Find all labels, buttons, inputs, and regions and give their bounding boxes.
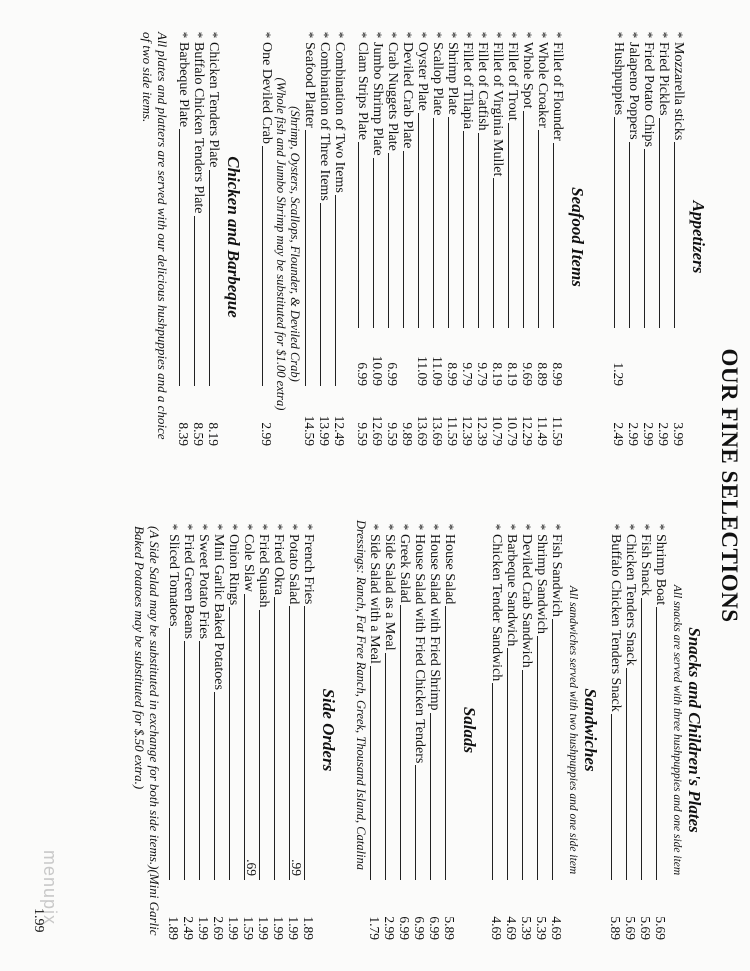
- star-marker: *: [415, 31, 430, 39]
- menu-item: [549, 520, 564, 940]
- star-marker: *: [638, 523, 653, 531]
- price: 2.99: [259, 422, 274, 446]
- menu-item: [445, 28, 460, 446]
- chicken-heading: Chicken and Barbeque: [224, 156, 243, 318]
- menu-item: [641, 28, 656, 446]
- item-name: Cole Slaw: [241, 534, 256, 592]
- item-name: Whole Croaker: [535, 42, 550, 128]
- price: 5.69: [653, 916, 668, 940]
- item-name: Combination of Three Items: [317, 42, 332, 201]
- star-marker: *: [442, 523, 457, 531]
- watermark: menupix: [40, 850, 60, 926]
- price-leader-line: [370, 666, 371, 880]
- item-name: Crab Nuggets Plate: [385, 42, 400, 151]
- item-name: Potato Salad: [286, 534, 301, 605]
- price-leader-line: [478, 133, 479, 328]
- star-marker: *: [256, 523, 271, 531]
- menu-item: [176, 28, 191, 446]
- price: 14.59: [302, 415, 317, 446]
- price-leader-line: [403, 151, 404, 328]
- menu-item: [317, 28, 332, 446]
- star-marker: *: [490, 31, 505, 39]
- star-marker: *: [460, 31, 475, 39]
- price-plate: 2.99: [656, 422, 671, 446]
- price-single: 8.19: [505, 362, 520, 386]
- menu-item: [656, 28, 671, 446]
- item-name: Chicken Tender Sandwich: [489, 534, 504, 682]
- sandwich-list: [489, 520, 564, 940]
- star-marker: *: [519, 523, 534, 531]
- chicken-list: [176, 28, 221, 446]
- item-name: Fried Squash: [256, 534, 271, 608]
- star-marker: *: [656, 31, 671, 39]
- snacks-heading: Snacks and Children's Plates: [685, 627, 704, 833]
- menu-item: [302, 28, 317, 446]
- price-leader-line: [415, 765, 416, 880]
- menu-item: [241, 520, 259, 940]
- price: 1.79: [367, 916, 382, 940]
- price: 6.99: [427, 916, 442, 940]
- stray-price: 1.99: [31, 908, 46, 933]
- appetizers-heading: Appetizers: [689, 200, 708, 274]
- sides-substitution-note: (A Side Salad may be substituted in exchange for both side items.)(Mini Garlic Baked Potatoes may be substituted for $.50 extra.): [132, 526, 162, 936]
- item-name: House Salad with Fried Shrimp: [427, 534, 442, 711]
- item-name: Fillet of Flounder: [550, 42, 565, 141]
- price: 4.69: [549, 916, 564, 940]
- sides-list: [166, 520, 316, 940]
- price-single: 6.99: [355, 362, 370, 386]
- price-single: 11.09: [430, 356, 445, 386]
- dressings-note: Dressings: Ranch, Fat Free Ranch, Greek, Thousand Island, Catalina: [354, 520, 368, 870]
- menu-item: [259, 28, 274, 446]
- menu-item: [397, 520, 412, 940]
- star-marker: *: [641, 31, 656, 39]
- price-plate: 13.69: [430, 415, 445, 446]
- menu-title: OUR FINE SELECTIONS: [717, 348, 742, 623]
- price: 5.39: [534, 916, 549, 940]
- price-leader-line: [179, 129, 180, 386]
- star-marker: *: [211, 523, 226, 531]
- price-leader-line: [448, 117, 449, 328]
- star-marker: *: [259, 31, 274, 39]
- star-marker: *: [397, 523, 412, 531]
- price: 1.99: [286, 916, 301, 940]
- star-marker: *: [196, 523, 211, 531]
- star-marker: *: [370, 31, 385, 39]
- appetizers-list: [611, 28, 686, 446]
- menu-item: [623, 520, 638, 940]
- menu-item: [520, 28, 535, 446]
- menu-item: [442, 520, 457, 940]
- price-plate: 11.49: [535, 416, 550, 446]
- star-marker: *: [191, 31, 206, 39]
- seafood-heading: Seafood Items: [568, 187, 587, 287]
- item-name: Fried Potato Chips: [641, 42, 656, 148]
- menu-item: [519, 520, 534, 940]
- star-marker: *: [427, 523, 442, 531]
- menu-item: [370, 28, 385, 446]
- menu-item: [534, 520, 549, 940]
- price-plate: 10.79: [505, 415, 520, 446]
- price-single: 9.79: [460, 362, 475, 386]
- item-name: Fish Snack: [638, 534, 653, 596]
- price-plate: 10.79: [490, 415, 505, 446]
- star-marker: *: [623, 523, 638, 531]
- price-leader-line: [493, 178, 494, 328]
- item-name: Shrimp Plate: [445, 42, 460, 115]
- price: 2.99: [382, 916, 397, 940]
- price: 5.69: [623, 916, 638, 940]
- snacks-list: [608, 520, 668, 940]
- menu-item: [475, 28, 490, 446]
- item-name: One Deviled Crab: [259, 42, 274, 144]
- price: 4.69: [489, 916, 504, 940]
- price-leader-line: [430, 713, 431, 880]
- item-name: Shrimp Sandwich: [534, 534, 549, 634]
- salad-list: [367, 520, 457, 940]
- price-leader-line: [614, 117, 615, 328]
- platter-note: (Shrimp, Oysters, Scallops, Flounder, & Deviled Crab): [288, 106, 302, 382]
- menu-item: [400, 28, 415, 446]
- star-marker: *: [385, 31, 400, 39]
- price: 6.99: [397, 916, 412, 940]
- price-leader-line: [445, 606, 446, 880]
- snacks-subtitle: All snacks are served with three hushpuppies and one side item: [671, 584, 683, 876]
- item-name: Combination of Two Items: [332, 42, 347, 193]
- menu-item: [550, 28, 565, 446]
- item-name: Buffalo Chicken Tenders Snack: [608, 534, 623, 712]
- menu-item: [653, 520, 668, 940]
- price-plate: 2.49: [611, 422, 626, 446]
- item-name: Sliced Tomatoes: [166, 534, 181, 627]
- sides-heading: Side Orders: [319, 688, 338, 772]
- item-name: Clam Strips Plate: [355, 42, 370, 140]
- price-leader-line: [214, 692, 215, 880]
- price-leader-line: [169, 628, 170, 880]
- price-single: 10.09: [370, 355, 385, 386]
- menu-item: [430, 28, 445, 446]
- left-column: [140, 28, 740, 446]
- menu-item: [505, 28, 520, 446]
- star-marker: *: [367, 523, 382, 531]
- item-name: Barbeque Plate: [176, 42, 191, 128]
- item-name: Oyster Plate: [415, 42, 430, 111]
- price-leader-line: [611, 714, 612, 880]
- price-leader-line: [538, 130, 539, 328]
- star-marker: *: [611, 31, 626, 39]
- star-marker: *: [653, 523, 668, 531]
- star-marker: *: [608, 523, 623, 531]
- item-name: Side Salad as a Meal: [382, 534, 397, 651]
- price-single: 9.69: [520, 362, 535, 386]
- star-marker: *: [430, 31, 445, 39]
- item-name: House Salad with Fried Chicken Tenders: [412, 534, 427, 764]
- item-name: Deviled Crab Plate: [400, 42, 415, 149]
- price-plate: 2.99: [641, 422, 656, 446]
- price-leader-line: [320, 203, 321, 386]
- price-plate: 2.99: [626, 422, 641, 446]
- price-leader-line: [656, 607, 657, 880]
- price-leader-line: [641, 598, 642, 880]
- item-name: Shrimp Boat: [653, 534, 668, 606]
- price-leader-line: [262, 146, 263, 386]
- price-plate: 12.39: [460, 415, 475, 446]
- star-marker: *: [550, 31, 565, 39]
- price-leader-line: [358, 142, 359, 328]
- menu-item: [638, 520, 653, 940]
- price: 5.89: [608, 916, 623, 940]
- price-leader-line: [305, 130, 306, 386]
- price: 1.99: [256, 916, 271, 940]
- price-leader-line: [274, 597, 275, 880]
- item-name: Onion Rings: [226, 534, 241, 606]
- price-leader-line: [659, 118, 660, 329]
- price-leader-line: [244, 594, 259, 880]
- price-leader-line: [199, 641, 200, 880]
- menu-item: [504, 520, 519, 940]
- menu-item: [196, 520, 211, 940]
- small-price: .69: [244, 859, 259, 876]
- substitution-note: (Whole fish and Jumbo Shrimp may be substituted for $1.00 extra): [274, 77, 288, 411]
- price-single: 8.19: [490, 362, 505, 386]
- star-marker: *: [355, 31, 370, 39]
- price-plate: 3.99: [671, 422, 686, 446]
- menu-item: [608, 520, 623, 940]
- star-marker: *: [166, 523, 181, 531]
- star-marker: *: [176, 31, 191, 39]
- item-name: Mini Garlic Baked Potatoes: [211, 534, 226, 690]
- item-name: Greek Salad: [397, 534, 412, 603]
- item-name: Fried Pickles: [656, 42, 671, 116]
- item-name: Chicken Tenders Plate: [206, 42, 221, 168]
- price-single: 9.79: [475, 362, 490, 386]
- menu-item: [626, 28, 641, 446]
- price-plate: 12.69: [370, 415, 385, 446]
- right-column: [132, 520, 706, 940]
- item-name: Hushpuppies: [611, 42, 626, 116]
- price-leader-line: [229, 607, 230, 880]
- price-leader-line: [674, 142, 675, 328]
- price-single: 1.29: [611, 362, 626, 386]
- price-plate: 13.69: [415, 415, 430, 446]
- item-name: Barbeque Sandwich: [504, 534, 519, 647]
- item-name: House Salad: [442, 534, 457, 605]
- menu-item: [490, 28, 505, 446]
- star-marker: *: [535, 31, 550, 39]
- small-price: .99: [289, 859, 304, 876]
- item-name: Scallop Plate: [430, 42, 445, 116]
- price-plate: 9.59: [355, 422, 370, 446]
- item-name: Fillet of Trout: [505, 42, 520, 121]
- price-plate: 11.59: [550, 416, 565, 446]
- star-marker: *: [412, 523, 427, 531]
- item-name: Fried Okra: [271, 534, 286, 596]
- price-plate: 12.39: [475, 415, 490, 446]
- price-leader-line: [644, 149, 645, 328]
- menu-item: [301, 520, 316, 940]
- star-marker: *: [286, 523, 301, 531]
- price-leader-line: [209, 170, 210, 386]
- star-marker: *: [271, 523, 286, 531]
- price-leader-line: [259, 610, 260, 881]
- star-marker: *: [534, 523, 549, 531]
- star-marker: *: [301, 523, 316, 531]
- item-name: Mozzarella sticks: [671, 42, 686, 141]
- item-name: Fillet of Virginia Mullet: [490, 42, 505, 177]
- price-leader-line: [508, 123, 509, 328]
- price-leader-line: [522, 670, 523, 880]
- price-leader-line: [385, 653, 386, 880]
- price-plate: 12.29: [520, 415, 535, 446]
- price-plate: 9.59: [385, 422, 400, 446]
- item-name: Buffalo Chicken Tenders Plate: [191, 42, 206, 214]
- item-name: Fillet of Catfish: [475, 42, 490, 131]
- menu-item: [489, 520, 504, 940]
- menu-item: [355, 28, 370, 446]
- price-leader-line: [433, 118, 434, 329]
- menu-item: [191, 28, 206, 446]
- menu-item: [382, 520, 397, 940]
- star-marker: *: [504, 523, 519, 531]
- star-marker: *: [520, 31, 535, 39]
- star-marker: *: [317, 31, 332, 39]
- one-crab-list: [259, 28, 274, 446]
- price-single: 8.89: [535, 362, 550, 386]
- price-leader-line: [507, 648, 508, 880]
- plates-footer-note: All plates and platters are served with our delicious hushpuppies and a choice of two side items.: [140, 32, 170, 440]
- star-marker: *: [302, 31, 317, 39]
- menu-item: [166, 520, 181, 940]
- price-single: 6.99: [385, 362, 400, 386]
- item-name: Sweet Potato Fries: [196, 534, 211, 639]
- item-name: Seafood Platter: [302, 42, 317, 128]
- menu-item: [256, 520, 271, 940]
- price: 13.99: [317, 415, 332, 446]
- price: 5.89: [442, 916, 457, 940]
- price-leader-line: [552, 619, 553, 880]
- price: 12.49: [332, 415, 347, 446]
- price-leader-line: [553, 143, 554, 328]
- item-name: Jumbo Shrimp Plate: [370, 42, 385, 156]
- price: 1.59: [241, 916, 256, 940]
- star-marker: *: [181, 523, 196, 531]
- menu-item: [206, 28, 221, 446]
- price-single: 8.99: [550, 362, 565, 386]
- price: 1.89: [166, 916, 181, 940]
- price-leader-line: [463, 131, 464, 328]
- star-marker: *: [505, 31, 520, 39]
- sandwiches-heading: Sandwiches: [581, 688, 600, 772]
- star-marker: *: [382, 523, 397, 531]
- item-name: Fillet of Tilapia: [460, 42, 475, 130]
- star-marker: *: [241, 523, 256, 531]
- menu-item: [226, 520, 241, 940]
- menu-item: [181, 520, 196, 940]
- price-leader-line: [335, 195, 336, 386]
- menu-item: [415, 28, 430, 446]
- price-leader-line: [184, 641, 185, 880]
- price: 6.99: [412, 916, 427, 940]
- combo-list: [302, 28, 347, 446]
- menu-item: [286, 520, 304, 940]
- price-plate: 11.59: [445, 416, 460, 446]
- menu-item: [427, 520, 442, 940]
- item-name: Deviled Crab Sandwich: [519, 534, 534, 668]
- price: 5.39: [519, 916, 534, 940]
- price: 1.99: [196, 916, 211, 940]
- price: 4.69: [504, 916, 519, 940]
- price: 2.49: [181, 916, 196, 940]
- seafood-list: [355, 28, 565, 446]
- price-single: 11.09: [415, 356, 430, 386]
- star-marker: *: [332, 31, 347, 39]
- price-leader-line: [418, 113, 419, 328]
- menu-item: [412, 520, 427, 940]
- star-marker: *: [489, 523, 504, 531]
- menu-item: [460, 28, 475, 446]
- menu-item: [211, 520, 226, 940]
- item-name: Fish Sandwich: [549, 534, 564, 617]
- menu-item: [671, 28, 686, 446]
- price-leader-line: [194, 216, 195, 386]
- item-name: Jalapeno Poppers: [626, 42, 641, 140]
- sandwiches-subtitle: All sandwiches served with two hushpuppies and one side item: [567, 585, 579, 875]
- item-name: Chicken Tenders Snack: [623, 534, 638, 666]
- star-marker: *: [626, 31, 641, 39]
- price: 8.19: [206, 422, 221, 446]
- price-single: 8.99: [445, 362, 460, 386]
- price-leader-line: [537, 636, 538, 880]
- price-plate: 9.89: [400, 422, 415, 446]
- price: 1.99: [226, 916, 241, 940]
- star-marker: *: [400, 31, 415, 39]
- menu-item: [367, 520, 382, 940]
- price-leader-line: [626, 668, 627, 880]
- price-leader-line: [492, 683, 493, 880]
- star-marker: *: [549, 523, 564, 531]
- price: 2.69: [211, 916, 226, 940]
- item-name: Whole Spot: [520, 42, 535, 109]
- price: 1.89: [301, 916, 316, 940]
- price: 8.59: [191, 422, 206, 446]
- star-marker: *: [475, 31, 490, 39]
- price-leader-line: [289, 606, 304, 880]
- star-marker: *: [671, 31, 686, 39]
- price: 5.69: [638, 916, 653, 940]
- price-leader-line: [629, 142, 630, 328]
- salads-heading: Salads: [460, 706, 479, 754]
- price-leader-line: [388, 153, 389, 328]
- price-leader-line: [400, 605, 401, 880]
- item-name: Side Salad with a Meal: [367, 534, 382, 664]
- menu-item: [271, 520, 286, 940]
- menu-item: [611, 28, 626, 446]
- menu-item: [332, 28, 347, 446]
- menu-item: [385, 28, 400, 446]
- item-name: Fried Green Beans: [181, 534, 196, 639]
- price: 1.99: [271, 916, 286, 940]
- price-leader-line: [373, 158, 374, 328]
- price-leader-line: [523, 111, 524, 329]
- star-marker: *: [206, 31, 221, 39]
- star-marker: *: [226, 523, 241, 531]
- price: 8.39: [176, 422, 191, 446]
- price-leader-line: [304, 606, 305, 880]
- menu-item: [535, 28, 550, 446]
- item-name: French Fries: [301, 534, 316, 605]
- star-marker: *: [445, 31, 460, 39]
